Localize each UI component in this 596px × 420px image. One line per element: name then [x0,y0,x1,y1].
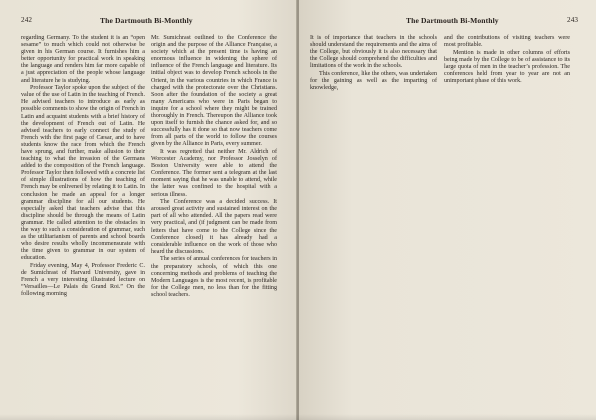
paragraph: This conference, like the others, was undertaken for the gaining as well as the imparting of knowledge, [310,70,437,92]
paragraph: Professor Taylor spoke upon the subject of the value of the use of Latin in the teaching of French. He advised teachers to introduce as early as possible comments to show the origin of French in Latin and acquaint students with a brief history of the development of French out of Latin. He advised teachers to early connect the study of French with the first page of Cæsar, and to have students know the race from which the French have sprung, and further, make allusion to their teaching to what the invasion of the Germans added to the composition of the French language. Professor Taylor then followed with a concrete list of simple illustrations of how the teaching of French may be enlivened by relating it to Latin. In conclusion he made an appeal for a longer grammar discipline for all our students. He especially asked that teachers advise that this discipline should be through the means of Latin grammar. He called attention to the obstacles in the way to such a consideration of grammar, such as the utilitarianism of parents and school boards who desire results wholly incommensurate with the time given to grammar in our system of education. [21,85,145,262]
paragraph: regarding Germany. To the student it is an “open sesame” to much which could not otherwise be given in his German course. It furnishes him a better opportunity for practical work in speaking the language and renders him far more capable of a just appreciation of the people whose language and literature he is studying. [21,35,145,84]
left-column-2 [151,35,277,299]
paragraph: Friday evening, May 4, Professor Frederic C. de Sumichrast of Harvard University, gave in French a very interesting illustrated lecture on “Versailles—Le Palais du Grand Roi.” On the following morning [21,263,145,298]
paragraph: and the contributions of visiting teachers were most profitable. [444,35,570,49]
right-page-number: 243 [567,16,579,24]
left-running-title: The Dartmouth Bi-Monthly [100,16,193,25]
paragraph: It was regretted that neither Mr. Aldrich of Worcester Academy, nor Professor Josselyn of Boston University were able to attend the Conference. The former sent a telegram at the last moment saying that he was unable to attend, while the latter was confined to the hospital with a serious illness. [151,149,277,198]
left-page-number: 242 [21,16,33,24]
right-column-1 [310,35,437,92]
left-page [0,0,297,420]
right-column-2 [444,35,570,85]
paragraph: Mention is made in other columns of efforts being made by the College to be of assistance to its large quota of men in the teacher’s profession. The conferences held from year to year are not an unimportant phase of this work. [444,49,570,85]
paragraph: The Conference was a decided success. It aroused great activity and sustained interest on the part of all who attended. All the papers read were very practical, and (if judgment can be made from letters that have come to the College since the Conference closed) it has already had a considerable influence on the work of those who heard the discussions. [151,199,277,255]
paragraph: It is of importance that teachers in the schools should understand the requirements and the aims of the College, but obviously it is also necessary that the College should comprehend the difficulties and limitations of the work in the schools. [310,35,437,70]
paragraph: The series of annual conferences for teachers in the preparatory schools, of which this one concerning methods and problems of teaching the Modern Languages is the most recent, is profitable for the College men, no less than for the fitting school teachers. [151,256,277,298]
right-running-title: The Dartmouth Bi-Monthly [406,16,499,25]
left-column-1 [21,35,145,298]
paragraph: Mr. Sumichrast outlined to the Conference the origin and the purpose of the Alliance Française, a society which at the present time is having an enormous influence in widening the sphere of influence of the French language and literature. Its initial object was to develop French schools in the Orient, in the various countries in which France is charged with the protectorate over the Christians. Soon after the foundation of the society a great many Americans who were in Paris began to inquire for a school where they might be trained thoroughly in French. Thereupon the Alliance took upon itself to furnish the chance asked for, and so successfully has it done so that now teachers come from all parts of the world to follow the courses given by the Alliance in Paris, every summer. [151,35,277,148]
page-bottom-shadow [0,414,596,420]
right-page [299,0,596,420]
